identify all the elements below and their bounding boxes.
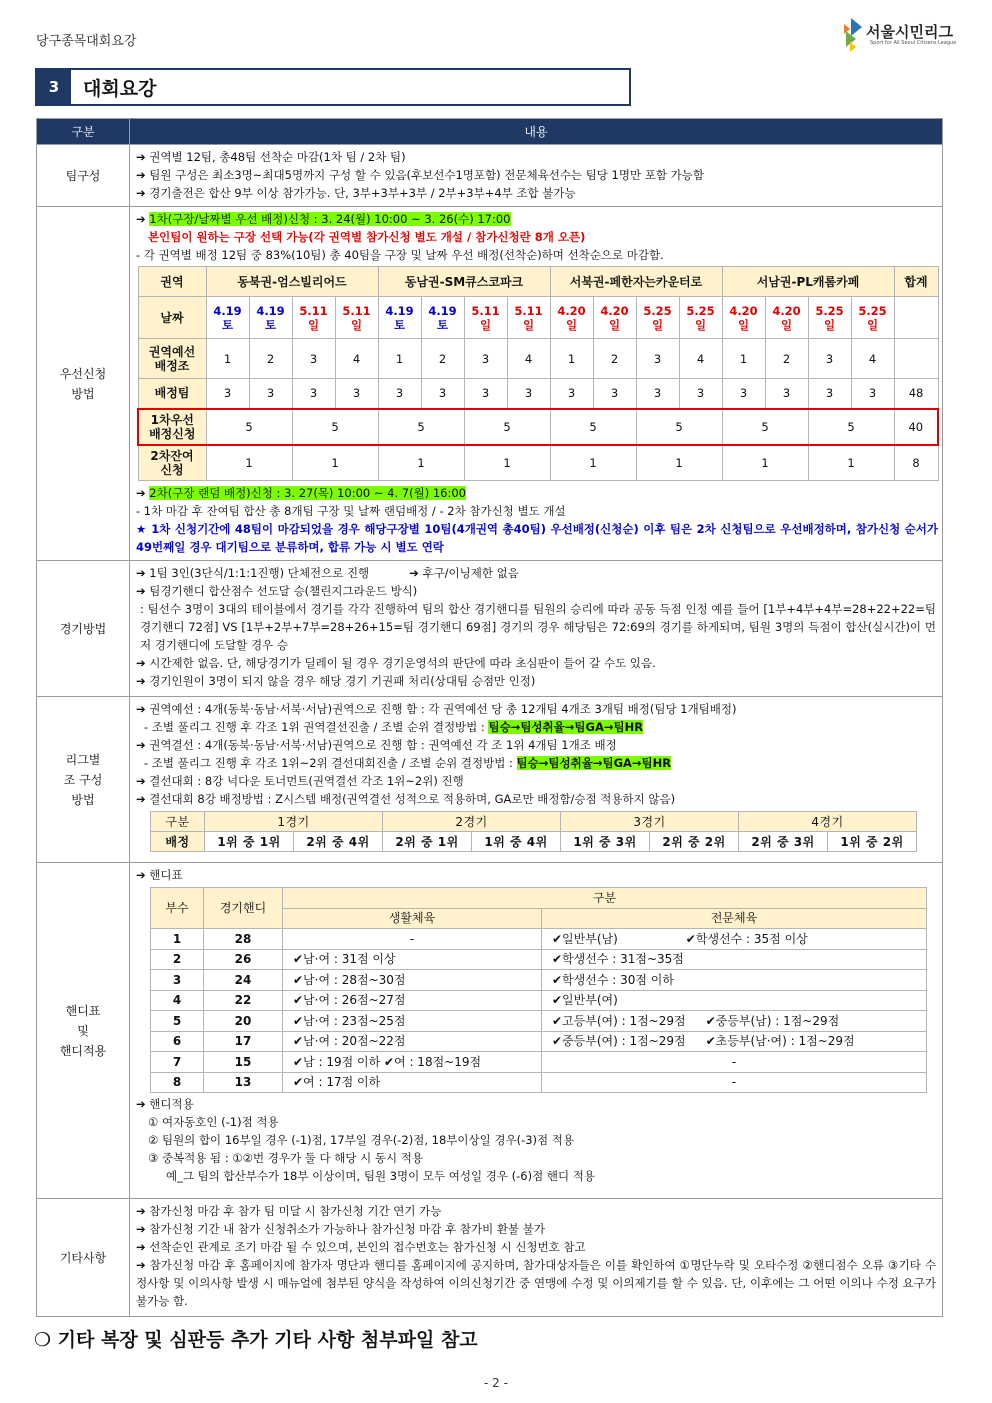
league-label: 리그별 조 구성 방법 bbox=[37, 697, 130, 863]
row-league bbox=[37, 697, 943, 863]
priority-label: 우선신청 방법 bbox=[37, 207, 130, 561]
handicap-table: 부수 경기핸디 구분 생활체육 전문체육 1 28 - ✔일반부(남) ✔학생선수 : 35점 이상 2 26 ✔남·여 : 31점 이상 ✔학생선수 : 31점~35점 3 24 ✔남·여 : 28점~30점 ✔학생선수 : 30점 이하 4 22 ✔남·여 : 26점~27점 ✔일반부(여) 5 20 ✔남·여 : 23점~25점 ✔고등부(여) : 1점~29점 ✔중등부(남) : 1점~29점 6 17 ✔남·여 : 20점~22점 ✔중등부(여) : 1점~29점 ✔초등부(남·여) : 1점~29점 7 15 ✔남 : 19점 이하 ✔여 : 18점~19점 - 8 13 ✔여 : 17점 이하 - bbox=[150, 887, 927, 1093]
etc-line-2: ➔ 참가신청 기간 내 참가 신청취소가 가능하나 참가신청 마감 후 참가비 환불 불가 bbox=[136, 1222, 545, 1236]
row-etc bbox=[37, 1199, 943, 1317]
second-application-highlight: 2차(구장 랜덤 배정)신청 : 3. 27(목) 10:00 ~ 4. 7(월) 16:00 bbox=[149, 486, 466, 500]
league-line-1: ➔ 권역예선 : 4개(동북·동남·서북·서남)권역으로 진행 함 : 각 권역예선 당 총 12개팀 4개조 3개팀 배정(팀당 1개팀배정) bbox=[136, 702, 737, 716]
second-application-line: ➔ 2차(구장 랜덤 배정)신청 : 3. 27(목) 10:00 ~ 4. 7(월) 16:00 bbox=[136, 486, 466, 500]
grid-h-total: 합계 bbox=[894, 267, 938, 297]
etc-line-4: ➔ 참가신청 마감 후 홈페이지에 참가자 명단과 핸디를 홈페이지에 공지하며, 참가대상자들은 이를 확인하여 ①명단누락 및 오타수정 ②핸디점수 오류 ③기타 수정사항 및 이의사항 발생 시 매뉴얼에 첨부된 양식을 작성하여 이의신청기간 중 연맹에 수정 및 이의제기를 할 수 있음. 단, 이후에는 그 어떤 이의나 수정 요구가 불가능 함. bbox=[136, 1258, 936, 1308]
handicap-label: 핸디표 및 핸디적용 bbox=[37, 863, 130, 1199]
row-game-method bbox=[37, 561, 943, 697]
league-line-5: ➔ 결선대회 : 8강 넉다운 토너먼트(권역결선 각조 1위~2위) 진행 bbox=[136, 774, 464, 788]
handicap-row: 7 15 ✔남 : 19점 이하 ✔여 : 18점~19점 - bbox=[151, 1052, 927, 1073]
etc-label: 기타사항 bbox=[37, 1199, 130, 1317]
grid-region-4: 서남권-PL캐롬카페 bbox=[722, 267, 894, 297]
logo-subtitle: Sport for All Seoul Citizens League bbox=[870, 40, 957, 46]
etc-line-1: ➔ 참가신청 마감 후 참가 팀 미달 시 참가신청 기간 연기 가능 bbox=[136, 1204, 442, 1218]
page-number: - 2 - bbox=[484, 1376, 508, 1390]
etc-line-3: ➔ 선착순인 관계로 조기 마감 될 수 있으며, 본인의 접수번호는 참가신청 시 신청번호 참고 bbox=[136, 1240, 586, 1254]
row-handicap bbox=[37, 863, 943, 1199]
venue-assignment-grid bbox=[137, 266, 939, 481]
assignment-note: - 각 권역별 배정 12팀 중 83%(10팀) 총 40팀을 구장 및 날짜 우선 배정(선착순)하며 선착순으로 마감함. bbox=[136, 248, 664, 262]
team-line-3: ➔ 경기출전은 합산 9부 이상 참가가능. 단, 3부+3부+3부 / 2부+3부+4부 조합 불가능 bbox=[136, 186, 576, 200]
grid-h-region: 권역 bbox=[138, 267, 206, 297]
game-line-2: ➔ 팀경기핸디 합산점수 선도달 승(챌린지그라운드 방식) bbox=[136, 584, 418, 598]
row-team bbox=[37, 145, 943, 207]
league-line-4: - 조별 풀리그 진행 후 각조 1위~2위 결선대회진출 / 조별 순위 결정방법 : 팀승→팀성취율→팀GA→팀HR bbox=[144, 756, 672, 770]
team-line-1: ➔ 권역별 12팀, 총48팀 선착순 마감(1차 팀 / 2차 팀) bbox=[136, 150, 406, 164]
handicap-row: 4 22 ✔남·여 : 26점~27점 ✔일반부(여) bbox=[151, 990, 927, 1011]
grid-region-1: 동북권-엄스빌리어드 bbox=[206, 267, 378, 297]
row-priority bbox=[37, 207, 943, 561]
game-line-1: ➔ 1팀 3인(3단식/1:1:1진행) 단체전으로 진행 ➔ 후구/이닝제한 없음 bbox=[136, 566, 519, 580]
logo-mark-icon bbox=[842, 18, 864, 52]
game-label: 경기방법 bbox=[37, 561, 130, 697]
game-line-4: ➔ 경기인원이 3명이 되지 않을 경우 해당 경기 기권패 처리(상대팀 승점만 인정) bbox=[136, 674, 536, 688]
handicap-row: 5 20 ✔남·여 : 23점~25점 ✔고등부(여) : 1점~29점 ✔중등부(남) : 1점~29점 bbox=[151, 1011, 927, 1032]
header-category: 구분 bbox=[37, 119, 130, 145]
second-application-note: - 1차 마감 후 잔여팀 합산 총 8개팀 구장 및 날짜 랜덤배정 / - 2차 참가신청 별도 개설 bbox=[136, 504, 566, 518]
section-heading bbox=[35, 68, 631, 106]
final-bracket-table: 구분 1경기 2경기 3경기 4경기 배정 1위 중 1위 2위 중 4위 2위 중 1위 1위 중 4위 1위 중 3위 2위 중 2위 2위 중 3위 1위 중 2위 bbox=[150, 811, 917, 852]
handicap-rule-example: 예_그 팀의 합산부수가 18부 이상이며, 팀원 3명이 모두 여성일 경우 (-6)점 핸디 적용 bbox=[166, 1169, 595, 1183]
venue-choice-note: 본인팀이 원하는 구장 선택 가능(각 권역별 참가신청 별도 개설 / 참가신청란 8개 오픈) bbox=[148, 230, 586, 244]
document-header-title: 당구종목대회요강 bbox=[36, 34, 137, 49]
waitlist-notice: ★ 1차 신청기간에 48팀이 마감되었을 경우 해당구장별 10팀(4개권역 총40팀) 우선배정(신청순) 이후 팀은 2차 신청팀으로 우선배정하며, 참가신청 순서가 49번째일 경우 대기팀으로 분류하며, 합류 가능 시 별도 연락 bbox=[136, 522, 938, 554]
game-line-3: ➔ 시간제한 없음. 단, 해당경기가 딜레이 될 경우 경기운영석의 판단에 따라 초심판이 들어 갈 수도 있음. bbox=[136, 656, 656, 670]
league-line-2: - 조별 풀리그 진행 후 각조 1위 권역결선진출 / 조별 순위 결정방법 : 팀승→팀성취율→팀GA→팀HR bbox=[144, 720, 644, 734]
section-title: 대회요강 bbox=[83, 77, 157, 100]
header-content: 내용 bbox=[130, 119, 943, 145]
team-line-2: ➔ 팀원 구성은 최소3명~최대5명까지 구성 할 수 있음(후보선수1명포함) 전문체육선수는 팀당 1명만 포함 가능함 bbox=[136, 168, 704, 182]
handicap-rule-1: ① 여자동호인 (-1)점 적용 bbox=[148, 1115, 279, 1129]
grid-prelim-row: 권역예선 배정조 1 2 3 4 1 2 3 4 1 2 3 4 1 2 3 4 bbox=[138, 339, 938, 379]
section-number: 3 bbox=[37, 70, 71, 104]
handicap-rule-2: ② 팀원의 합이 16부일 경우 (-1)점, 17부일 경우(-2)점, 18부이상일 경우(-3)점 적용 bbox=[148, 1133, 575, 1147]
handicap-row: 2 26 ✔남·여 : 31점 이상 ✔학생선수 : 31점~35점 bbox=[151, 949, 927, 970]
handicap-rule-3: ③ 중복적용 됨 : ①②번 경우가 둘 다 해당 시 동시 적용 bbox=[148, 1151, 423, 1165]
attachment-note: ❍ 기타 복장 및 심판등 추가 기타 사항 첨부파일 참고 bbox=[34, 1329, 478, 1351]
grid-first-round-row: 1차우선 배정신청 5 5 5 5 5 5 5 5 40 bbox=[138, 409, 938, 445]
first-application-line: ➔ 1차(구장/날짜별 우선 배정)신청 : 3. 24(월) 10:00 ~ 3. 26(수) 17:00 bbox=[136, 212, 511, 226]
logo-text: 서울시민리그 bbox=[866, 23, 953, 41]
handicap-table-title: ➔ 핸디표 bbox=[136, 868, 183, 882]
handicap-apply-title: ➔ 핸디적용 bbox=[136, 1097, 194, 1111]
rules-table bbox=[36, 118, 943, 1317]
first-application-highlight: 1차(구장/날짜별 우선 배정)신청 : 3. 24(월) 10:00 ~ 3. 26(수) 17:00 bbox=[149, 212, 511, 226]
team-label: 팀구성 bbox=[37, 145, 130, 207]
grid-assigned-row: 배정팀 3 3 3 3 3 3 3 3 3 3 3 3 3 3 3 3 48 bbox=[138, 379, 938, 409]
grid-region-3: 서북권-페한자는카운터로 bbox=[550, 267, 722, 297]
grid-second-round-row: 2차잔여 신청 1 1 1 1 1 1 1 1 8 bbox=[138, 445, 938, 481]
handicap-row: 8 13 ✔여 : 17점 이하 - bbox=[151, 1072, 927, 1093]
handicap-row: 1 28 - ✔일반부(남) ✔학생선수 : 35점 이상 bbox=[151, 929, 927, 950]
league-line-6: ➔ 결선대회 8강 배정방법 : Z시스템 배정(권역결선 성적으로 적용하며, GA로만 배정함/승점 적용하지 않음) bbox=[136, 792, 676, 806]
league-line-3: ➔ 권역결선 : 4개(동북·동남·서북·서남)권역으로 진행 함 : 권역예선 각 조 1위 4개팀 1개조 배정 bbox=[136, 738, 617, 752]
handicap-row: 6 17 ✔남·여 : 20점~22점 ✔중등부(여) : 1점~29점 ✔초등부(남·여) : 1점~29점 bbox=[151, 1031, 927, 1052]
league-logo bbox=[842, 18, 967, 52]
grid-date-row: 날짜 4.19 토 4.19 토 5.11 일 5.11 일 4.19 토 4.19 토 5.11 일 5.11 일 4.20 일 4.20 일 5.25 일 5.25 일 4.20 일 4.20 일 5.25 일 5.25 일 bbox=[138, 297, 938, 339]
handicap-row: 3 24 ✔남·여 : 28점~30점 ✔학생선수 : 30점 이하 bbox=[151, 970, 927, 991]
game-scoring-paragraph: : 팀선수 3명이 3대의 테이블에서 경기를 각각 진행하여 팀의 합산 경기핸디를 팀원의 승리에 따라 공동 득점 인정 예를 들어 [1부+4부+4부=28+22+22=팀 경기핸디 72점] VS [1부+2부+7부=28+26+15=팀 경기핸디 69점] 경기의 경우 해당팀은 72:69의 경기를 하게되며, 팀원 3명의 득점이 합산(실시간)이 먼저 경기핸디에 도달할 경우 승 bbox=[140, 602, 936, 652]
grid-region-2: 동남권-SM큐스코파크 bbox=[378, 267, 550, 297]
